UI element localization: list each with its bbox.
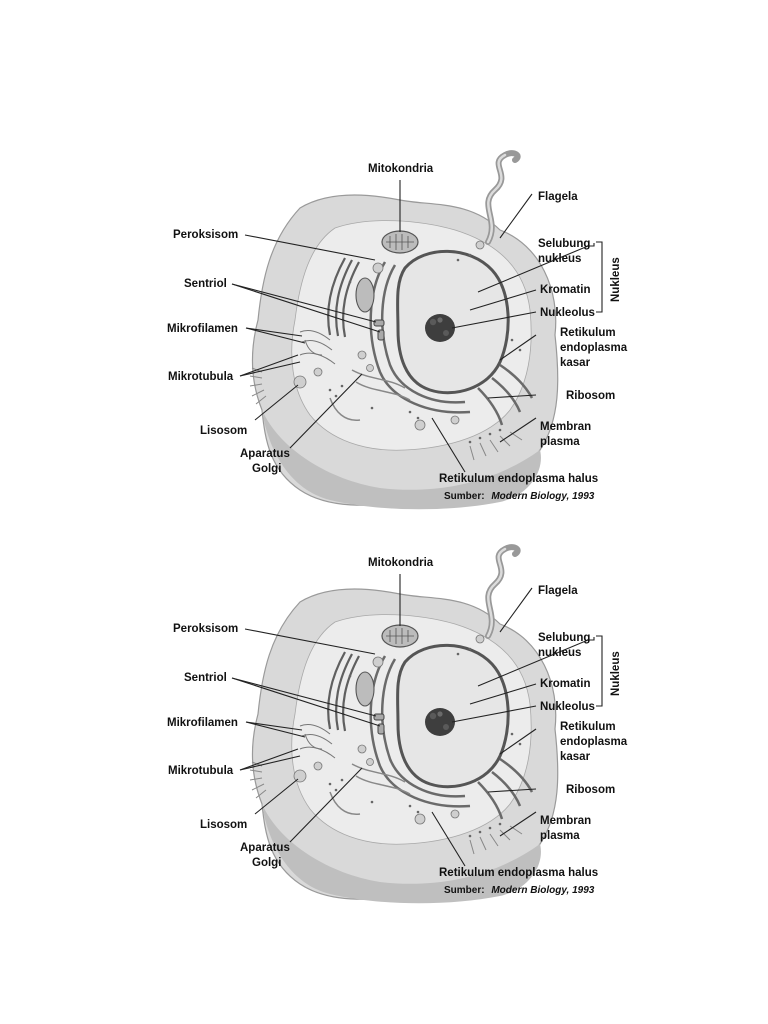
label-sentriol: Sentriol [184,278,227,290]
label-lisosom: Lisosom [200,425,248,437]
label-membran-2: plasma [540,830,580,842]
source-credit [444,491,595,502]
animal-cell-diagram-1 [0,150,768,544]
label-kromatin: Kromatin [540,678,591,690]
label-retikulum-halus: Retikulum endoplasma halus [439,867,599,879]
label-ribosom: Ribosom [566,784,616,796]
label-aparatus-1: Aparatus [240,842,290,854]
label-lisosom: Lisosom [200,819,248,831]
label-membran-1: Membran [540,421,592,433]
label-mikrotubula: Mikrotubula [168,765,234,777]
mitochondrion-left [356,278,374,312]
label-ribosom: Ribosom [566,390,616,402]
label-membran-1: Membran [540,815,592,827]
label-nukleus-group: Nukleus [610,651,622,696]
source-title: Modern Biology, 1993 [491,491,595,502]
label-flagela: Flagela [538,585,578,597]
label-aparatus-1: Aparatus [240,448,290,460]
label-membran-2: plasma [540,436,580,448]
label-retikulum-kasar-2: endoplasma [560,736,628,748]
label-sentriol: Sentriol [184,672,227,684]
label-nukleolus: Nukleolus [540,701,595,713]
label-selubung-1: Selubung [538,238,591,250]
label-retikulum-kasar-1: Retikulum [560,327,616,339]
label-mitokondria: Mitokondria [368,163,434,175]
source-title: Modern Biology, 1993 [491,885,595,896]
label-retikulum-kasar-3: kasar [560,357,591,369]
label-mitokondria: Mitokondria [368,557,434,569]
label-peroksisom: Peroksisom [173,229,239,241]
label-retikulum-kasar-3: kasar [560,751,591,763]
label-nukleus-group: Nukleus [610,257,622,302]
label-retikulum-kasar-1: Retikulum [560,721,616,733]
label-nukleolus: Nukleolus [540,307,595,319]
label-aparatus-2: Golgi [252,857,282,869]
source-prefix: Sumber: [444,885,485,896]
label-selubung-2: nukleus [538,253,582,265]
label-kromatin: Kromatin [540,284,591,296]
animal-cell-diagram-2 [0,544,768,938]
label-mikrofilamen: Mikrofilamen [167,717,238,729]
label-selubung-2: nukleus [538,647,582,659]
label-aparatus-2: Golgi [252,463,282,475]
label-retikulum-halus: Retikulum endoplasma halus [439,473,599,485]
cell-illustration [250,547,558,903]
label-selubung-1: Selubung [538,632,591,644]
source-prefix: Sumber: [444,491,485,502]
label-flagela: Flagela [538,191,578,203]
mitochondrion-left [356,672,374,706]
source-credit [444,885,595,896]
label-mikrofilamen: Mikrofilamen [167,323,238,335]
label-peroksisom: Peroksisom [173,623,239,635]
label-retikulum-kasar-2: endoplasma [560,342,628,354]
label-mikrotubula: Mikrotubula [168,371,234,383]
cell-illustration [250,153,558,509]
